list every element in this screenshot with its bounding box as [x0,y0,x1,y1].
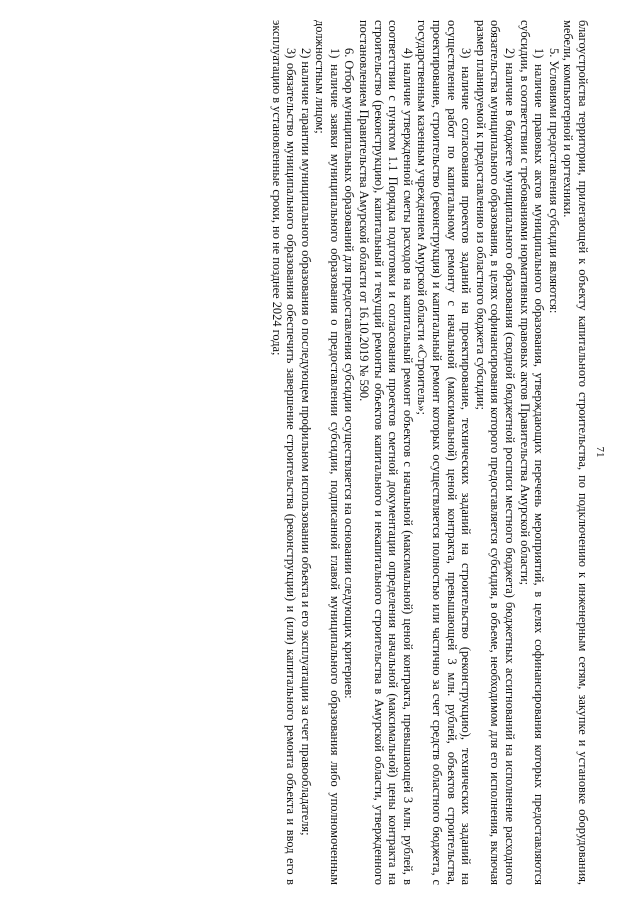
paragraph: 1) наличие заявки муниципального образования о предоставлении субсидии, подписанной главой муниципального образования либо уполномоченным должностным лицом; [313,20,342,885]
paragraph: 5. Условиями предоставления субсидии являются: [546,48,561,314]
page-number: 71 [594,446,606,458]
document-body [120,20,590,885]
paragraph: 2) наличие в бюджете муниципального образования (сводной бюджетной росписи местного бюджета) бюджетных ассигнований на исполнение расходного обязательства муниципального образования, в целях софинансирования которого предоставляется субсидия, в объеме, необходимом для его исполнения, включая размер планируемой к предоставлению из областного бюджета субсидии; [473,20,518,885]
paragraph: 3) наличие согласования проектов заданий на проектирование, технических заданий на строительство (реконструкцию), технических заданий на осуществление работ по капитальному ремонту с начальной (максимальной) ценой контракта, превышающей 3 млн. рублей, объектов строительства, проектирование, строительство (реконструкция) и капитальный ремонт которых осуществляется полностью или частично за счет средств областного бюджета, с государственным казенным учреждением Амурской области «Строитель»; [415,20,474,885]
paragraph: 3) обязательство муниципального образования обеспечить завершение строительства (реконструкции) и (или) капитального ремонта объекта и ввод его в эксплуатацию в установленные сроки, но не позднее 2024 года; [269,20,299,885]
paragraph: благоустройства территории, прилегающей к объекту капитального строительства, по подключению к инженерным сетям, закупке и установке оборудования, мебели, компьютерной и оргтехники. [561,20,590,885]
paragraph: 1) наличие правовых актов муниципального образования, утверждающих перечень мероприятий, в целях софинансирования которых предоставляются субсидии, в соответствии с требованиями нормативных правовых актов Правительства Амурской области; [517,20,547,885]
paragraph: 6. Отбор муниципальных образований для предоставления субсидии осуществляется на основании следующих критериев: [342,48,357,699]
paragraph: 4) наличие утвержденной сметы расходов на капитальный ремонт объектов с начальной (максимальной) ценой контракта, превышающей 3 млн. рублей, в соответствии с пунктом 1.1 Порядка подготовки и согласования проектов сметной документации определения начальной (максимальной) цены контракта на строительство (реконструкцию), капитальный и текущий ремонты объектов капитального и некапитального строительства в Амурской области, утвержденного постановлением Правительства Амурской области от 16.10.2019 № 590. [357,20,415,885]
paragraph: 2) наличие гарантии муниципального образования о последующем профильном использовании объекта и его эксплуатации за счет правообладателя; [298,48,313,836]
